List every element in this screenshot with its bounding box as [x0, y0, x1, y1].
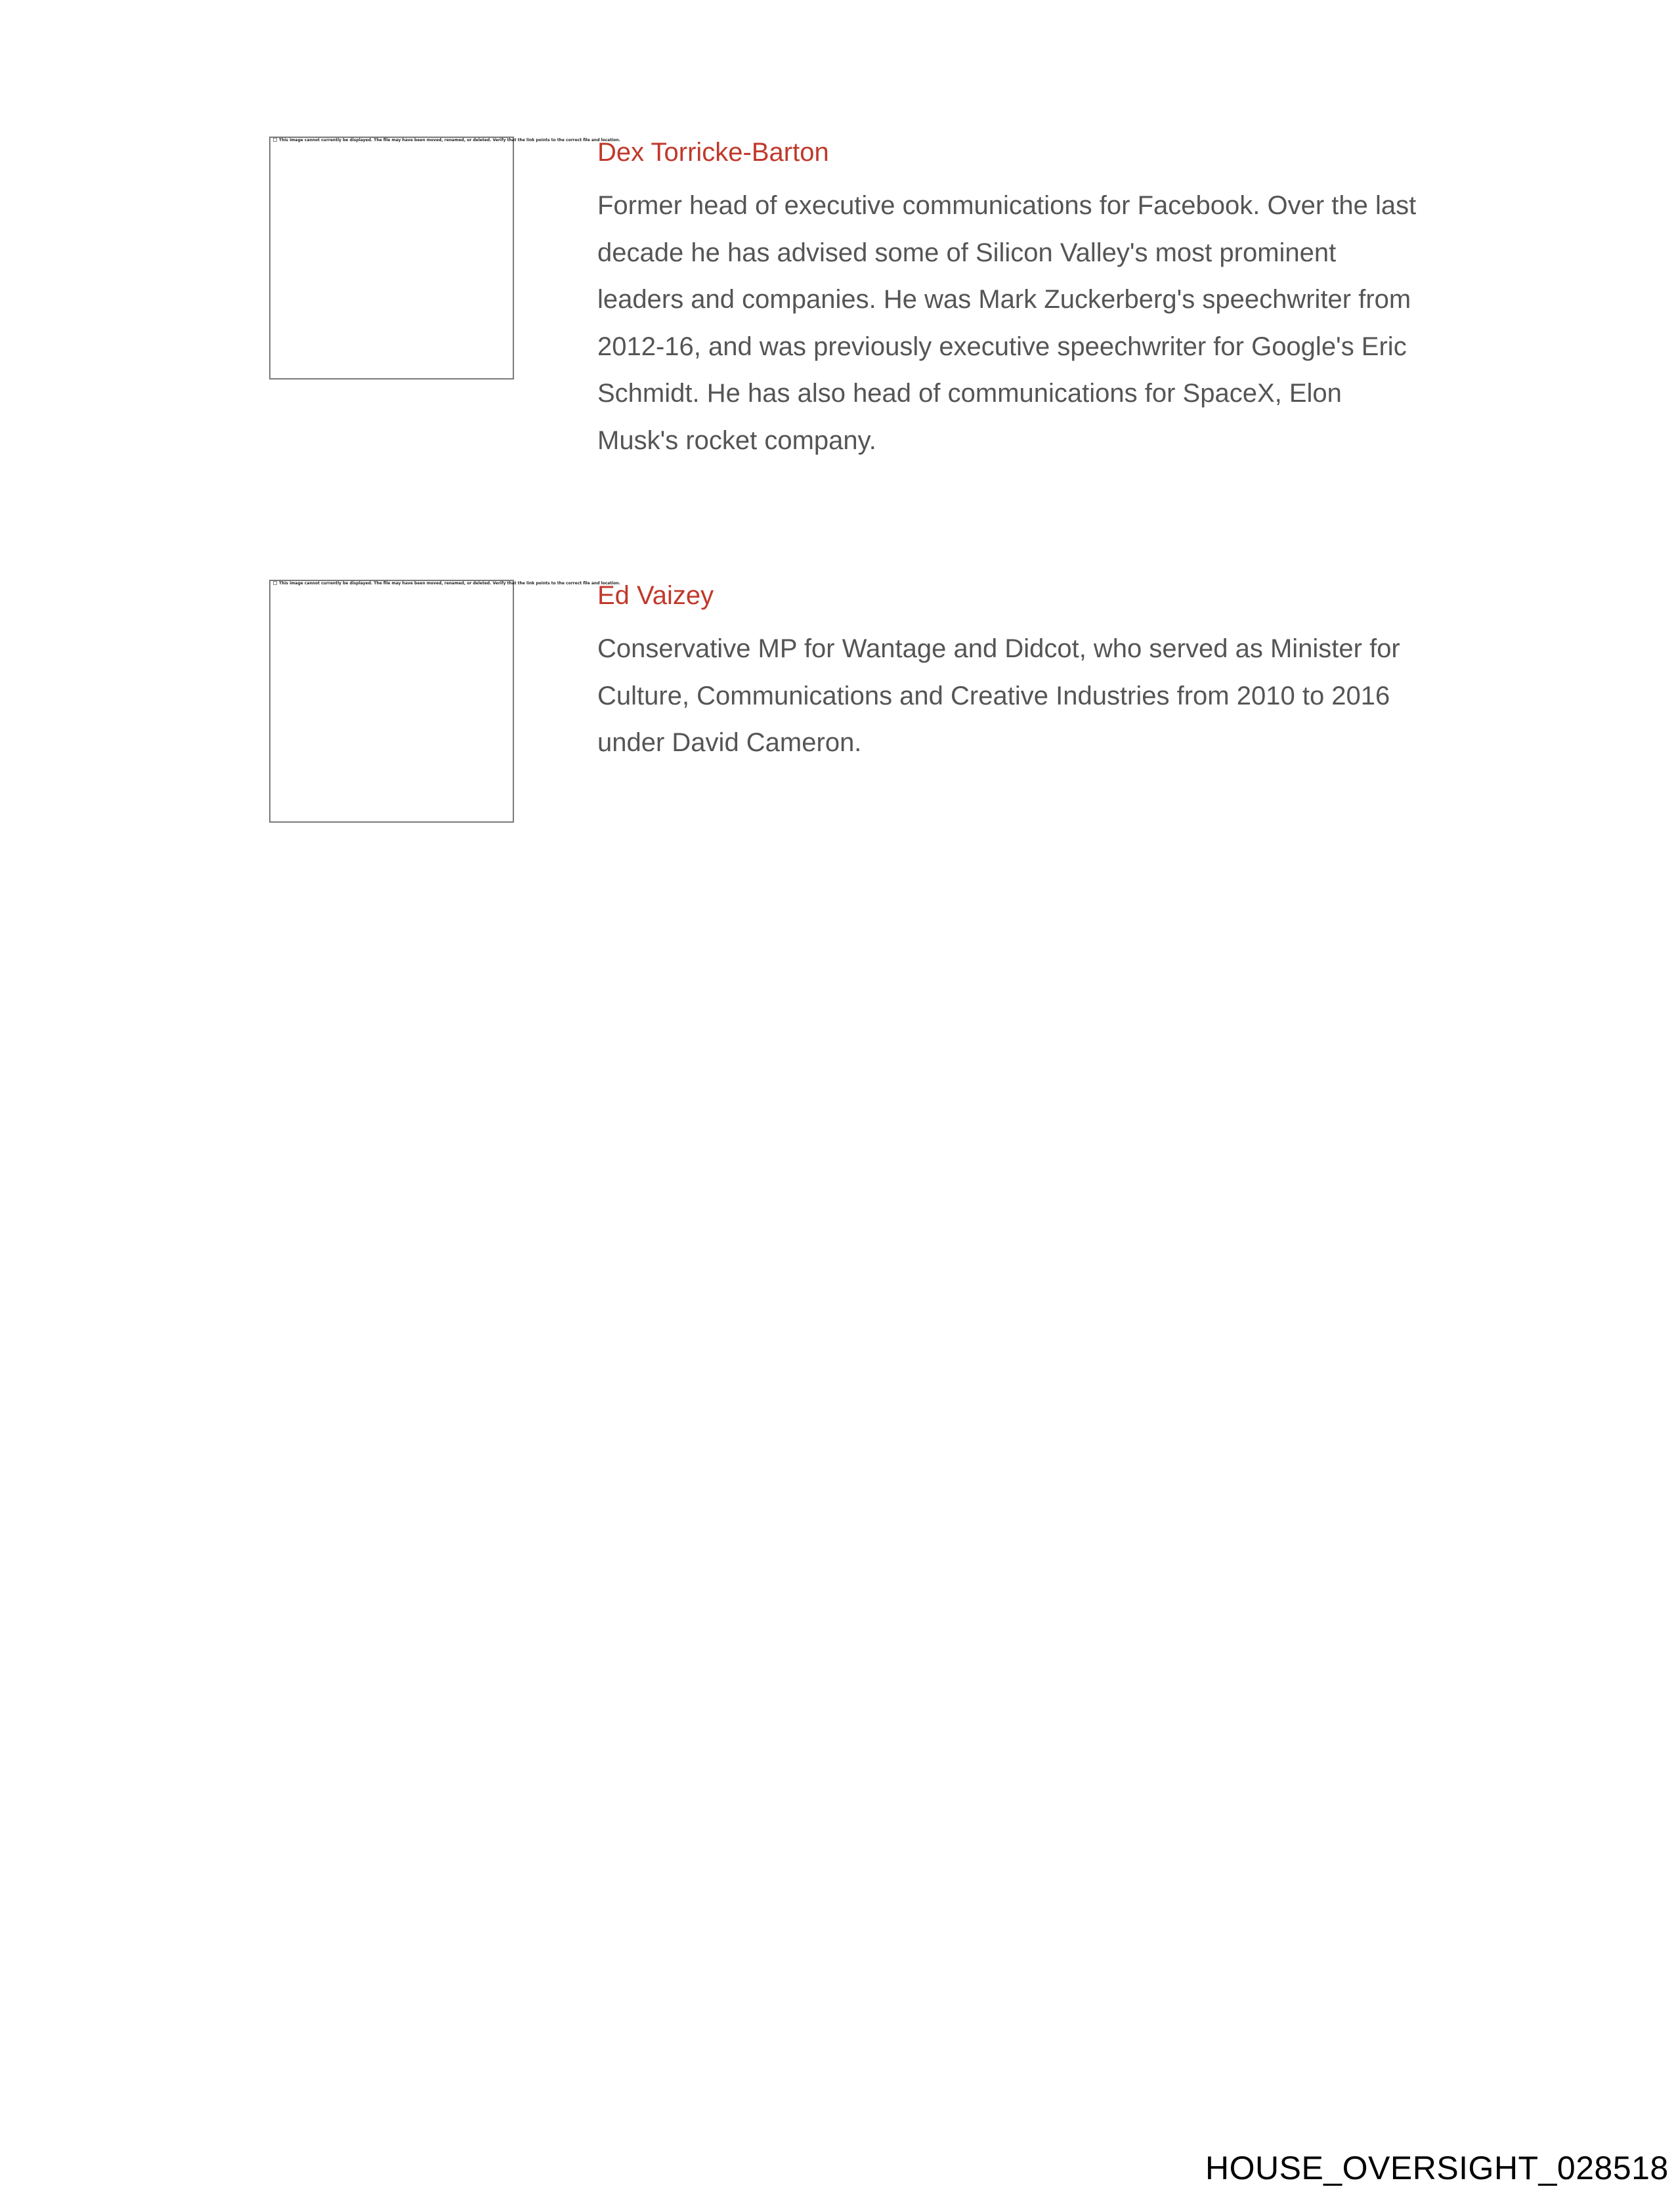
bio-text: [597, 135, 1425, 464]
bio-text: [597, 578, 1425, 767]
bio-name: Ed Vaizey: [597, 581, 714, 610]
broken-image-icon: [273, 138, 277, 142]
broken-image-icon: [273, 581, 277, 585]
bio-description: Former head of executive communications for Facebook. Over the last decade he has advised some of Silicon Valley's most prominent leaders and companies. He was Mark Zuckerberg's speechwriter from 2012-16, and was previously executive speechwriter for Google's Eric Schmidt. He has also head of communications for SpaceX, Elon Musk's rocket company.: [597, 191, 1417, 455]
photo-error-message: This image cannot currently be displayed. The file may have been moved, renamed, or deleted. Verify that the link points to the correct file and location.: [273, 581, 509, 586]
broken-photo-placeholder: [269, 580, 620, 823]
photo-error-message: This image cannot currently be displayed. The file may have been moved, renamed, or deleted. Verify that the link points to the correct file and location.: [273, 138, 509, 142]
bio-description: Conservative MP for Wantage and Didcot, who served as Minister for Culture, Communications and Creative Industries from 2010 to 2016 under David Cameron.: [597, 634, 1400, 757]
broken-photo-placeholder: [269, 137, 620, 380]
bates-number: HOUSE_OVERSIGHT_028518: [1205, 2150, 1669, 2186]
bio-name: Dex Torricke-Barton: [597, 138, 829, 167]
